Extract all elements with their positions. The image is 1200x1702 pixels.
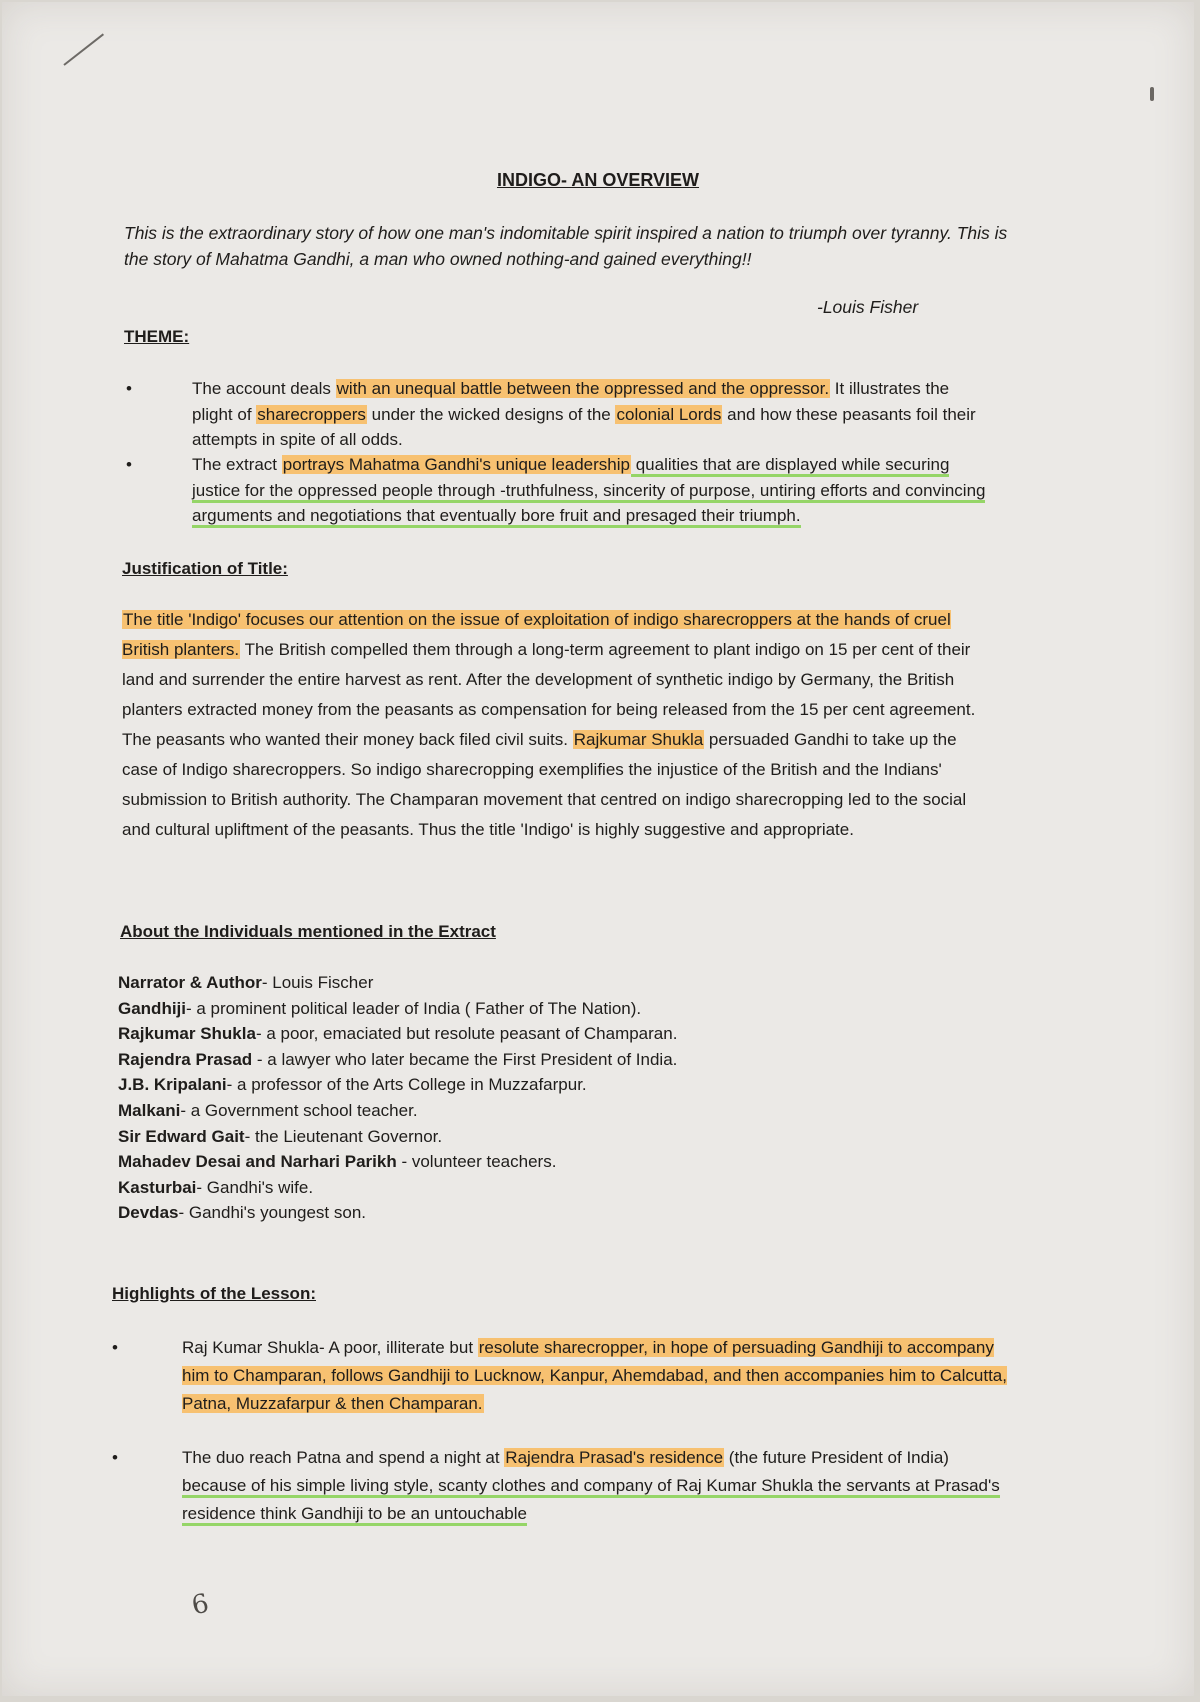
highlight: resolute sharecropper, in hope of persuading Gandhiji to accompany him to Champaran, follows Gandhiji to Lucknow, Kanpur, Ahemdabad, and then accompanies him to Calcutta, Patna, Muzzafarpur & then Champaran.: [182, 1338, 1007, 1413]
handwritten-mark: 6: [189, 1588, 212, 1622]
theme-bullet-2: [124, 452, 994, 529]
ink-mark: [1150, 87, 1154, 101]
person-name: Kasturbai: [118, 1177, 197, 1197]
highlight: with an unequal battle between the oppressed and the oppressor.: [336, 379, 830, 398]
highlight: portrays Mahatma Gandhi's unique leadership: [282, 455, 630, 474]
person-name: J.B. Kripalani: [118, 1075, 227, 1095]
person-desc: - the Lieutenant Governor.: [244, 1126, 443, 1146]
person-desc: - a prominent political leader of India ( Father of The Nation).: [186, 998, 642, 1018]
text-span: persuaded Gandhi to take up the case of Indigo sharecroppers. So indigo sharecropping exemplifies the injustice of the British and the Indians' submission to British authority. The Champaran movement that centred on indigo sharecropping led to the social and cultural upliftment of the peasants. Thus the title 'Indigo' is highly suggestive and appropriate.: [122, 730, 967, 839]
person-row: [118, 1098, 677, 1124]
person-desc: - volunteer teachers.: [396, 1152, 557, 1172]
person-desc: - a poor, emaciated but resolute peasant of Champaran.: [255, 1024, 678, 1044]
highlight-item-1: [110, 1334, 1010, 1418]
person-desc: - a Government school teacher.: [180, 1100, 418, 1120]
person-name: Sir Edward Gait: [118, 1126, 245, 1146]
person-desc: - Louis Fischer: [261, 973, 374, 992]
text-span: Raj Kumar Shukla- A poor, illiterate but: [182, 1338, 478, 1357]
document-page: [2, 2, 1194, 1696]
theme-heading: THEME:: [124, 327, 190, 346]
individuals-list: [118, 970, 677, 1226]
highlights-heading: Highlights of the Lesson:: [112, 1284, 316, 1303]
justification-paragraph: [122, 605, 997, 845]
text-span: It illustrates the plight of: [192, 379, 950, 424]
individuals-heading: About the Individuals mentioned in the Extract: [120, 922, 496, 941]
person-desc: - a professor of the Arts College in Muzzafarpur.: [226, 1075, 587, 1095]
person-row: [118, 1149, 677, 1175]
text-span: and how these peasants foil their attempts in spite of all odds.: [192, 404, 976, 449]
highlights-list: [110, 1334, 1010, 1528]
person-name: Rajendra Prasad: [118, 1049, 253, 1069]
person-row: [118, 1047, 677, 1073]
green-underlined-text: qualities that are displayed while securing justice for the oppressed people through -truthfulness, sincerity of purpose, untiring efforts and convincing arguments and negotiations that eventually bore fruit and presaged their triumph.: [192, 455, 985, 528]
highlight: Rajkumar Shukla: [573, 730, 704, 749]
highlight: The title 'Indigo' focuses our attention on the issue of exploitation of indigo sharecroppers at the hands of cruel British planters.: [122, 610, 951, 659]
green-underlined-text: because of his simple living style, scanty clothes and company of Raj Kumar Shukla the servants at Prasad's residence think Gandhiji to be an untouchable: [182, 1476, 1000, 1526]
person-name: Devdas: [118, 1203, 179, 1223]
person-name: Gandhiji: [118, 998, 186, 1018]
person-row: [118, 1124, 677, 1150]
person-row: [118, 996, 677, 1022]
person-name: Mahadev Desai and Narhari Parikh: [118, 1152, 397, 1172]
person-name: Rajkumar Shukla: [118, 1024, 256, 1044]
pencil-mark: [63, 33, 104, 65]
text-span: under the wicked designs of the: [366, 404, 616, 424]
quote-author: -Louis Fisher: [817, 297, 919, 317]
person-row: [118, 1200, 677, 1226]
person-row: [118, 1175, 677, 1201]
justification-heading: Justification of Title:: [122, 559, 288, 578]
person-row: [118, 970, 677, 996]
highlight: colonial Lords: [616, 404, 722, 424]
person-name: Narrator & Author: [118, 973, 262, 992]
text-span: (the future President of India): [724, 1448, 949, 1467]
quote-text: This is the extraordinary story of how one man's indomitable spirit inspired a nation to triumph over tyranny. This is the story of Mahatma Gandhi, a man who owned nothing-and gained everything!!: [124, 223, 1008, 269]
page-title: INDIGO- AN OVERVIEW: [496, 170, 700, 190]
text-span: The duo reach Patna and spend a night at: [182, 1448, 505, 1467]
highlight: sharecroppers: [257, 404, 366, 424]
person-row: [118, 1072, 677, 1098]
text-span: The account deals: [192, 379, 336, 398]
person-row: [118, 1021, 677, 1047]
highlight-item-2: [110, 1444, 1010, 1528]
person-desc: - Gandhi's wife.: [196, 1177, 314, 1197]
highlight: Rajendra Prasad's residence: [505, 1448, 724, 1467]
text-span: The extract: [192, 455, 282, 474]
theme-bullet-1: [124, 376, 994, 453]
person-desc: - Gandhi's youngest son.: [178, 1203, 367, 1223]
person-name: Malkani: [118, 1100, 181, 1120]
person-desc: - a lawyer who later became the First President of India.: [252, 1049, 678, 1069]
text-span: The British compelled them through a long-term agreement to plant indigo on 15 per cent of their land and surrender the entire harvest as rent. After the development of synthetic indigo by Germany, the British planters extracted money from the peasants as compensation for being released from the 15 per cent agreement. The peasants who wanted their money back filed civil suits.: [122, 640, 976, 749]
